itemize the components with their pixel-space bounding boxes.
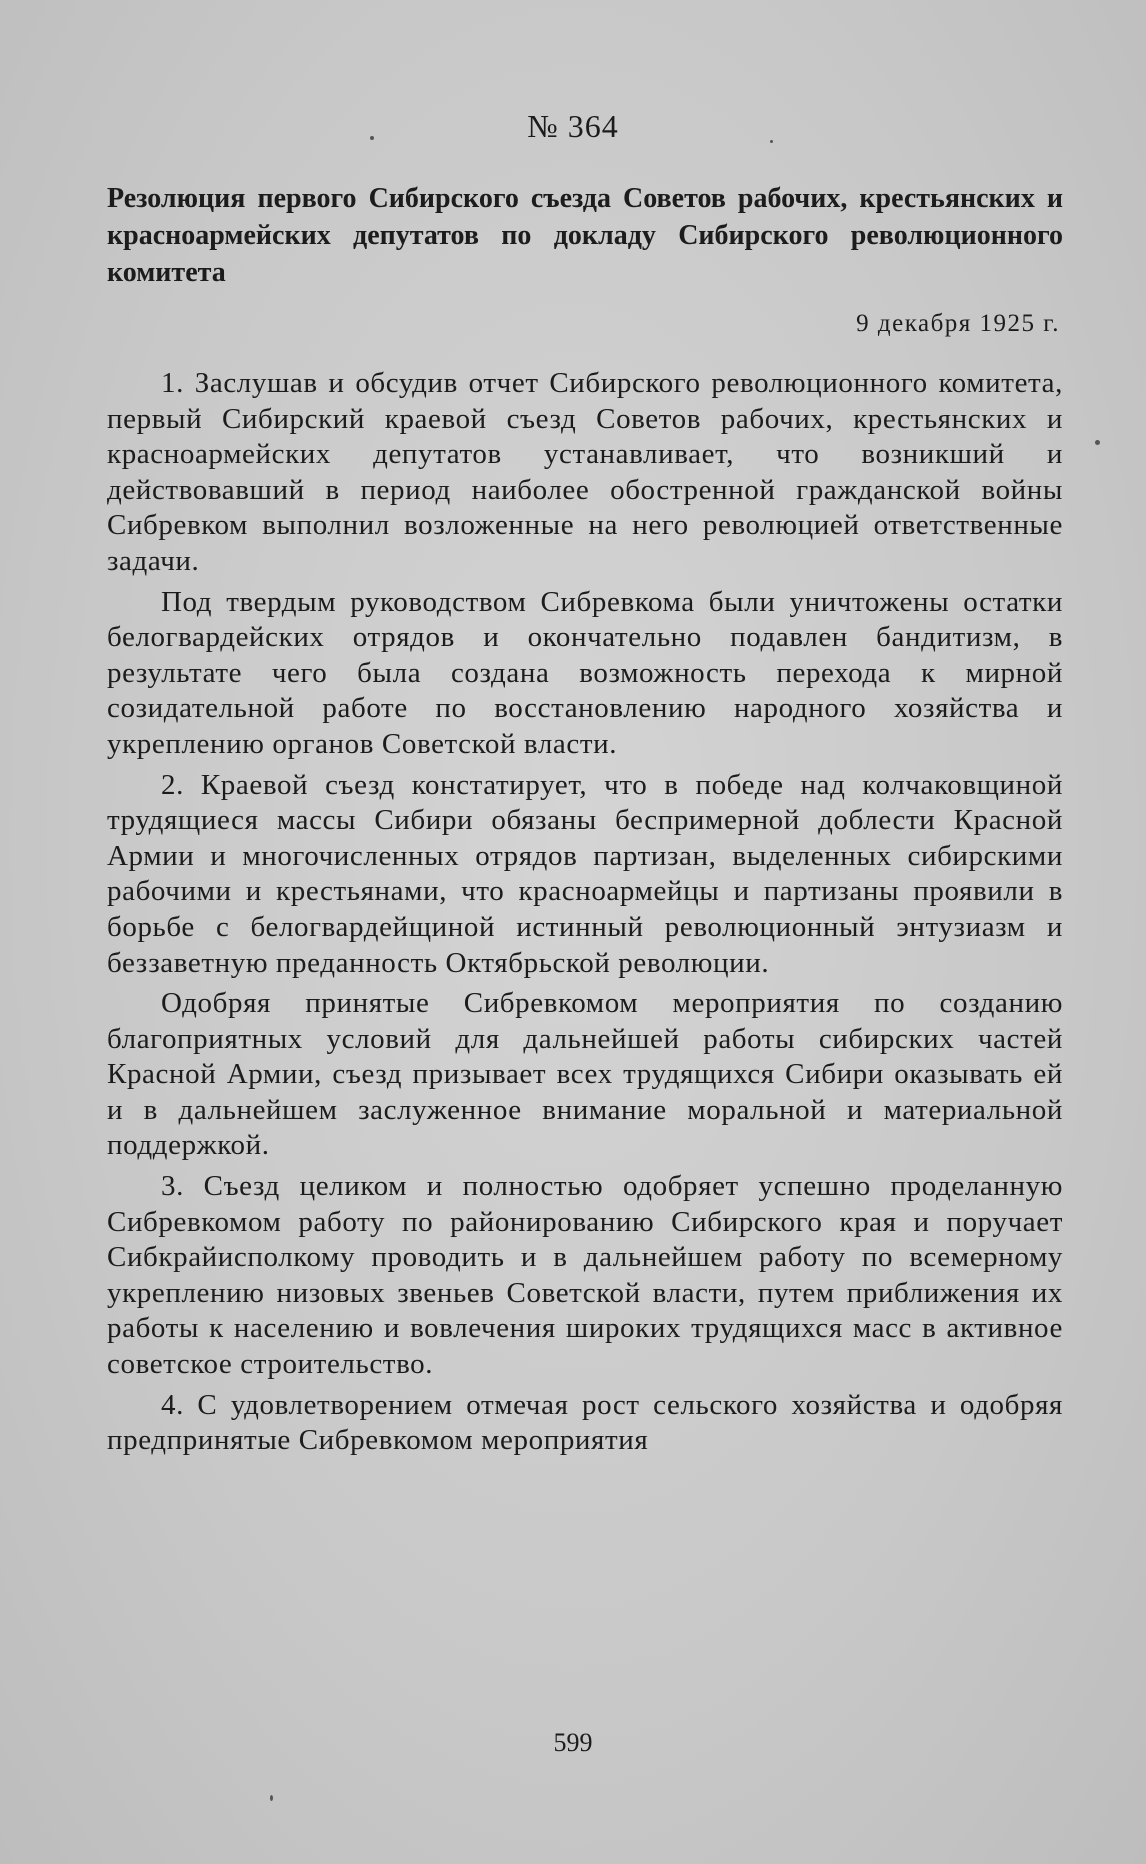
scan-speck [370,136,374,140]
paragraph-6: 4. С удовлетворением отмечая рост сельского хозяйства и одобряя предпринятые Сибревкомом мероприятия [107,1388,1063,1457]
scan-speck [270,1795,273,1801]
paragraph-4: Одобряя принятые Сибревкомом мероприятия по созданию благоприятных условий для дальнейшей работы сибирских частей Красной Армии, съезд призывает всех трудящихся Сибири оказывать ей и в дальнейшем заслуженное внимание моральной и материальной поддержкой. [107,987,1063,1162]
paragraph-5: 3. Съезд целиком и полностью одобряет успешно проделанную Сибревкомом работу по районированию Сибирского края и поручает Сибкрайисполкому проводить и в дальнейшем работу по всемерному укреплению низовых звеньев Советской власти, путем приближения их работы к населению и вовлечения широких трудящихся масс в активное советское строительство. [107,1170,1063,1381]
paragraph-1: 1. Заслушав и обсудив отчет Сибирского революционного комитета, первый Сибирский краевой съезд Советов рабочих, крестьянских и красноармейских депутатов устанавливает, что возникший и действовавший в период наиболее обостренной гражданской войны Сибревком выполнил возложенные на него революцией ответственные задачи. [107,367,1063,577]
document-body [107,366,1063,1464]
page-number: 599 [553,1728,593,1757]
document-title: Резолюция первого Сибирского съезда Советов рабочих, крестьянских и красноармейских депутатов по докладу Сибирского революционного комитета [107,183,1063,288]
document-number: № 364 [527,108,619,144]
document-date: 9 декабря 1925 г. [856,310,1060,337]
scan-speck [770,140,773,143]
paragraph-2: Под твердым руководством Сибревкома были уничтожены остатки белогвардейских отрядов и окончательно подавлен бандитизм, в результате чего была создана возможность перехода к мирной созидательной работе по восстановлению народного хозяйства и укреплению органов Советской власти. [107,585,1063,760]
scan-speck [1095,440,1100,445]
paragraph-3: 2. Краевой съезд констатирует, что в победе над колчаковщиной трудящиеся массы Сибири обязаны беспримерной доблести Красной Армии и многочисленных отрядов партизан, выделенных сибирскими рабочими и крестьянами, что красноармейцы и партизаны проявили в борьбе с белогвардейщиной истинный революционный энтузиазм и беззаветную преданность Октябрьской революции. [107,768,1063,979]
